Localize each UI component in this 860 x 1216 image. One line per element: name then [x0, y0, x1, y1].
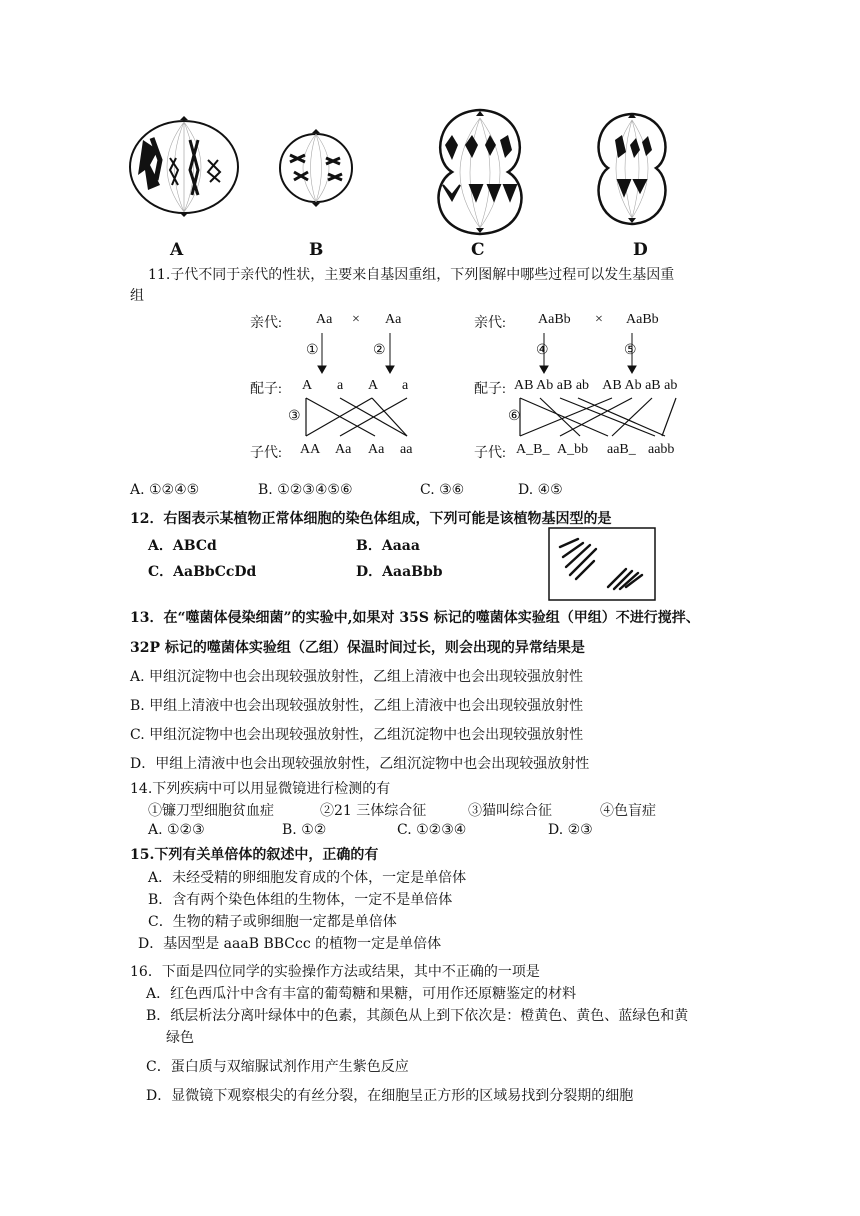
q14-item-3: ③猫叫综合征 [468, 803, 552, 819]
cell-b-drawing [280, 129, 352, 207]
cell-d-drawing [599, 113, 666, 224]
q16-option-b-cont: 绿色 [166, 1030, 194, 1046]
left-offspring-4: aa [400, 442, 413, 457]
step-5: ⑤ [624, 343, 637, 358]
right-parent-label: 亲代: [474, 316, 506, 331]
q12-option-c: C．AaBbCcDd [148, 564, 257, 580]
cell-label-b: B [309, 240, 324, 260]
q13-option-b: B. 甲组上清液中也会出现较强放射性，乙组上清液中也会出现较强放射性 [130, 698, 584, 714]
left-gamete-1: A [302, 378, 313, 393]
q16-option-d: D．显微镜下观察根尖的有丝分裂，在细胞呈正方形的区域易找到分裂期的细胞 [146, 1088, 634, 1104]
left-parent2: Aa [385, 312, 402, 327]
left-cross-symbol: × [352, 312, 360, 327]
step-4: ④ [536, 343, 549, 358]
q15-option-b: B．含有两个染色体组的生物体，一定不是单倍体 [148, 892, 453, 908]
left-offspring-1: AA [300, 442, 321, 457]
q11-option-c: C. ③⑥ [420, 482, 465, 498]
right-cross-symbol: × [595, 312, 603, 327]
q14-stem: 14.下列疾病中可以用显微镜进行检测的有 [130, 781, 391, 797]
q16-option-c: C．蛋白质与双缩脲试剂作用产生紫色反应 [146, 1059, 409, 1075]
q15-option-d: D．基因型是 aaaB BBCcc 的植物一定是单倍体 [138, 936, 442, 952]
left-offspring-2: Aa [335, 442, 352, 457]
step-2: ② [373, 343, 386, 358]
q12-option-a: A．ABCd [148, 538, 217, 554]
left-parent1: Aa [316, 312, 333, 327]
left-gamete-label: 配子: [250, 382, 282, 397]
q11-option-b: B. ①②③④⑤⑥ [258, 482, 353, 498]
q11-option-d: D. ④⑤ [518, 482, 563, 498]
q14-option-d: D. ②③ [548, 822, 593, 838]
cell-c-drawing [439, 110, 522, 234]
left-offspring-3: Aa [368, 442, 385, 457]
q13-option-a: A. 甲组沉淀物中也会出现较强放射性，乙组上清液中也会出现较强放射性 [130, 669, 584, 685]
right-gametes: AB Ab aB ab AB Ab aB ab [514, 378, 678, 393]
chromosome-set-figure [548, 527, 656, 601]
q14-item-4: ④色盲症 [600, 803, 656, 819]
right-parent2: AaBb [626, 312, 659, 327]
right-offspring-1: A_B_ [516, 442, 550, 457]
q12-option-b: B．Aaaa [356, 538, 420, 554]
q14-item-1: ①镰刀型细胞贫血症 [148, 803, 274, 819]
q15-stem: 15.下列有关单倍体的叙述中，正确的有 [130, 847, 379, 863]
q13-stem-line1: 13．在“噬菌体侵染细菌”的实验中,如果对 35S 标记的噬菌体实验组（甲组）不进行搅拌、 [130, 610, 700, 626]
right-gamete-label: 配子: [474, 382, 506, 397]
q13-option-c: C. 甲组沉淀物中也会出现较强放射性，乙组沉淀物中也会出现较强放射性 [130, 727, 584, 743]
q13-option-d: D．甲组上清液中也会出现较强放射性，乙组沉淀物中也会出现较强放射性 [130, 756, 590, 772]
step-6: ⑥ [508, 409, 521, 424]
q13-stem-line2: 32P 标记的噬菌体实验组（乙组）保温时间过长，则会出现的异常结果是 [130, 640, 585, 656]
q16-option-a: A．红色西瓜汁中含有丰富的葡萄糖和果糖，可用作还原糖鉴定的材料 [146, 986, 577, 1002]
cell-label-a: A [170, 240, 184, 260]
cell-label-c: C [471, 240, 485, 260]
q14-item-2: ②21 三体综合征 [320, 803, 427, 819]
q14-option-b: B. ①② [282, 822, 327, 838]
right-offspring-4: aabb [648, 442, 675, 457]
q15-option-a: A．未经受精的卵细胞发育成的个体，一定是单倍体 [148, 870, 467, 886]
left-offspring-label: 子代: [250, 446, 282, 461]
left-gamete-4: a [402, 378, 409, 393]
right-offspring-3: aaB_ [607, 442, 636, 457]
q11-stem-line1: 11.子代不同于亲代的性状，主要来自基因重组，下列图解中哪些过程可以发生基因重 [148, 267, 675, 283]
left-gamete-3: A [368, 378, 379, 393]
right-offspring-2: A_bb [557, 442, 589, 457]
cell-label-d: D [633, 240, 648, 260]
q12-option-d: D．AaaBbb [356, 564, 443, 580]
q14-option-c: C. ①②③④ [397, 822, 467, 838]
q12-stem: 12．右图表示某植物正常体细胞的染色体组成，下列可能是该植物基因型的是 [130, 511, 612, 527]
cross-diagram-lines [0, 300, 860, 460]
left-parent-label: 亲代: [250, 316, 282, 331]
q16-stem: 16．下面是四位同学的实验操作方法或结果，其中不正确的一项是 [130, 964, 540, 980]
right-offspring-label: 子代: [474, 446, 506, 461]
right-parent1: AaBb [538, 312, 571, 327]
q11-option-a: A. ①②④⑤ [130, 482, 200, 498]
step-3: ③ [288, 409, 301, 424]
left-gamete-2: a [337, 378, 344, 393]
step-1: ① [306, 343, 319, 358]
q16-option-b: B．纸层析法分离叶绿体中的色素，其颜色从上到下依次是：橙黄色、黄色、蓝绿色和黄 [146, 1008, 689, 1024]
q14-option-a: A. ①②③ [148, 822, 205, 838]
q11-stem-line2: 组 [130, 288, 144, 304]
q15-option-c: C．生物的精子或卵细胞一定都是单倍体 [148, 914, 397, 930]
cell-division-figure [0, 100, 860, 240]
cell-a-drawing [130, 116, 238, 217]
